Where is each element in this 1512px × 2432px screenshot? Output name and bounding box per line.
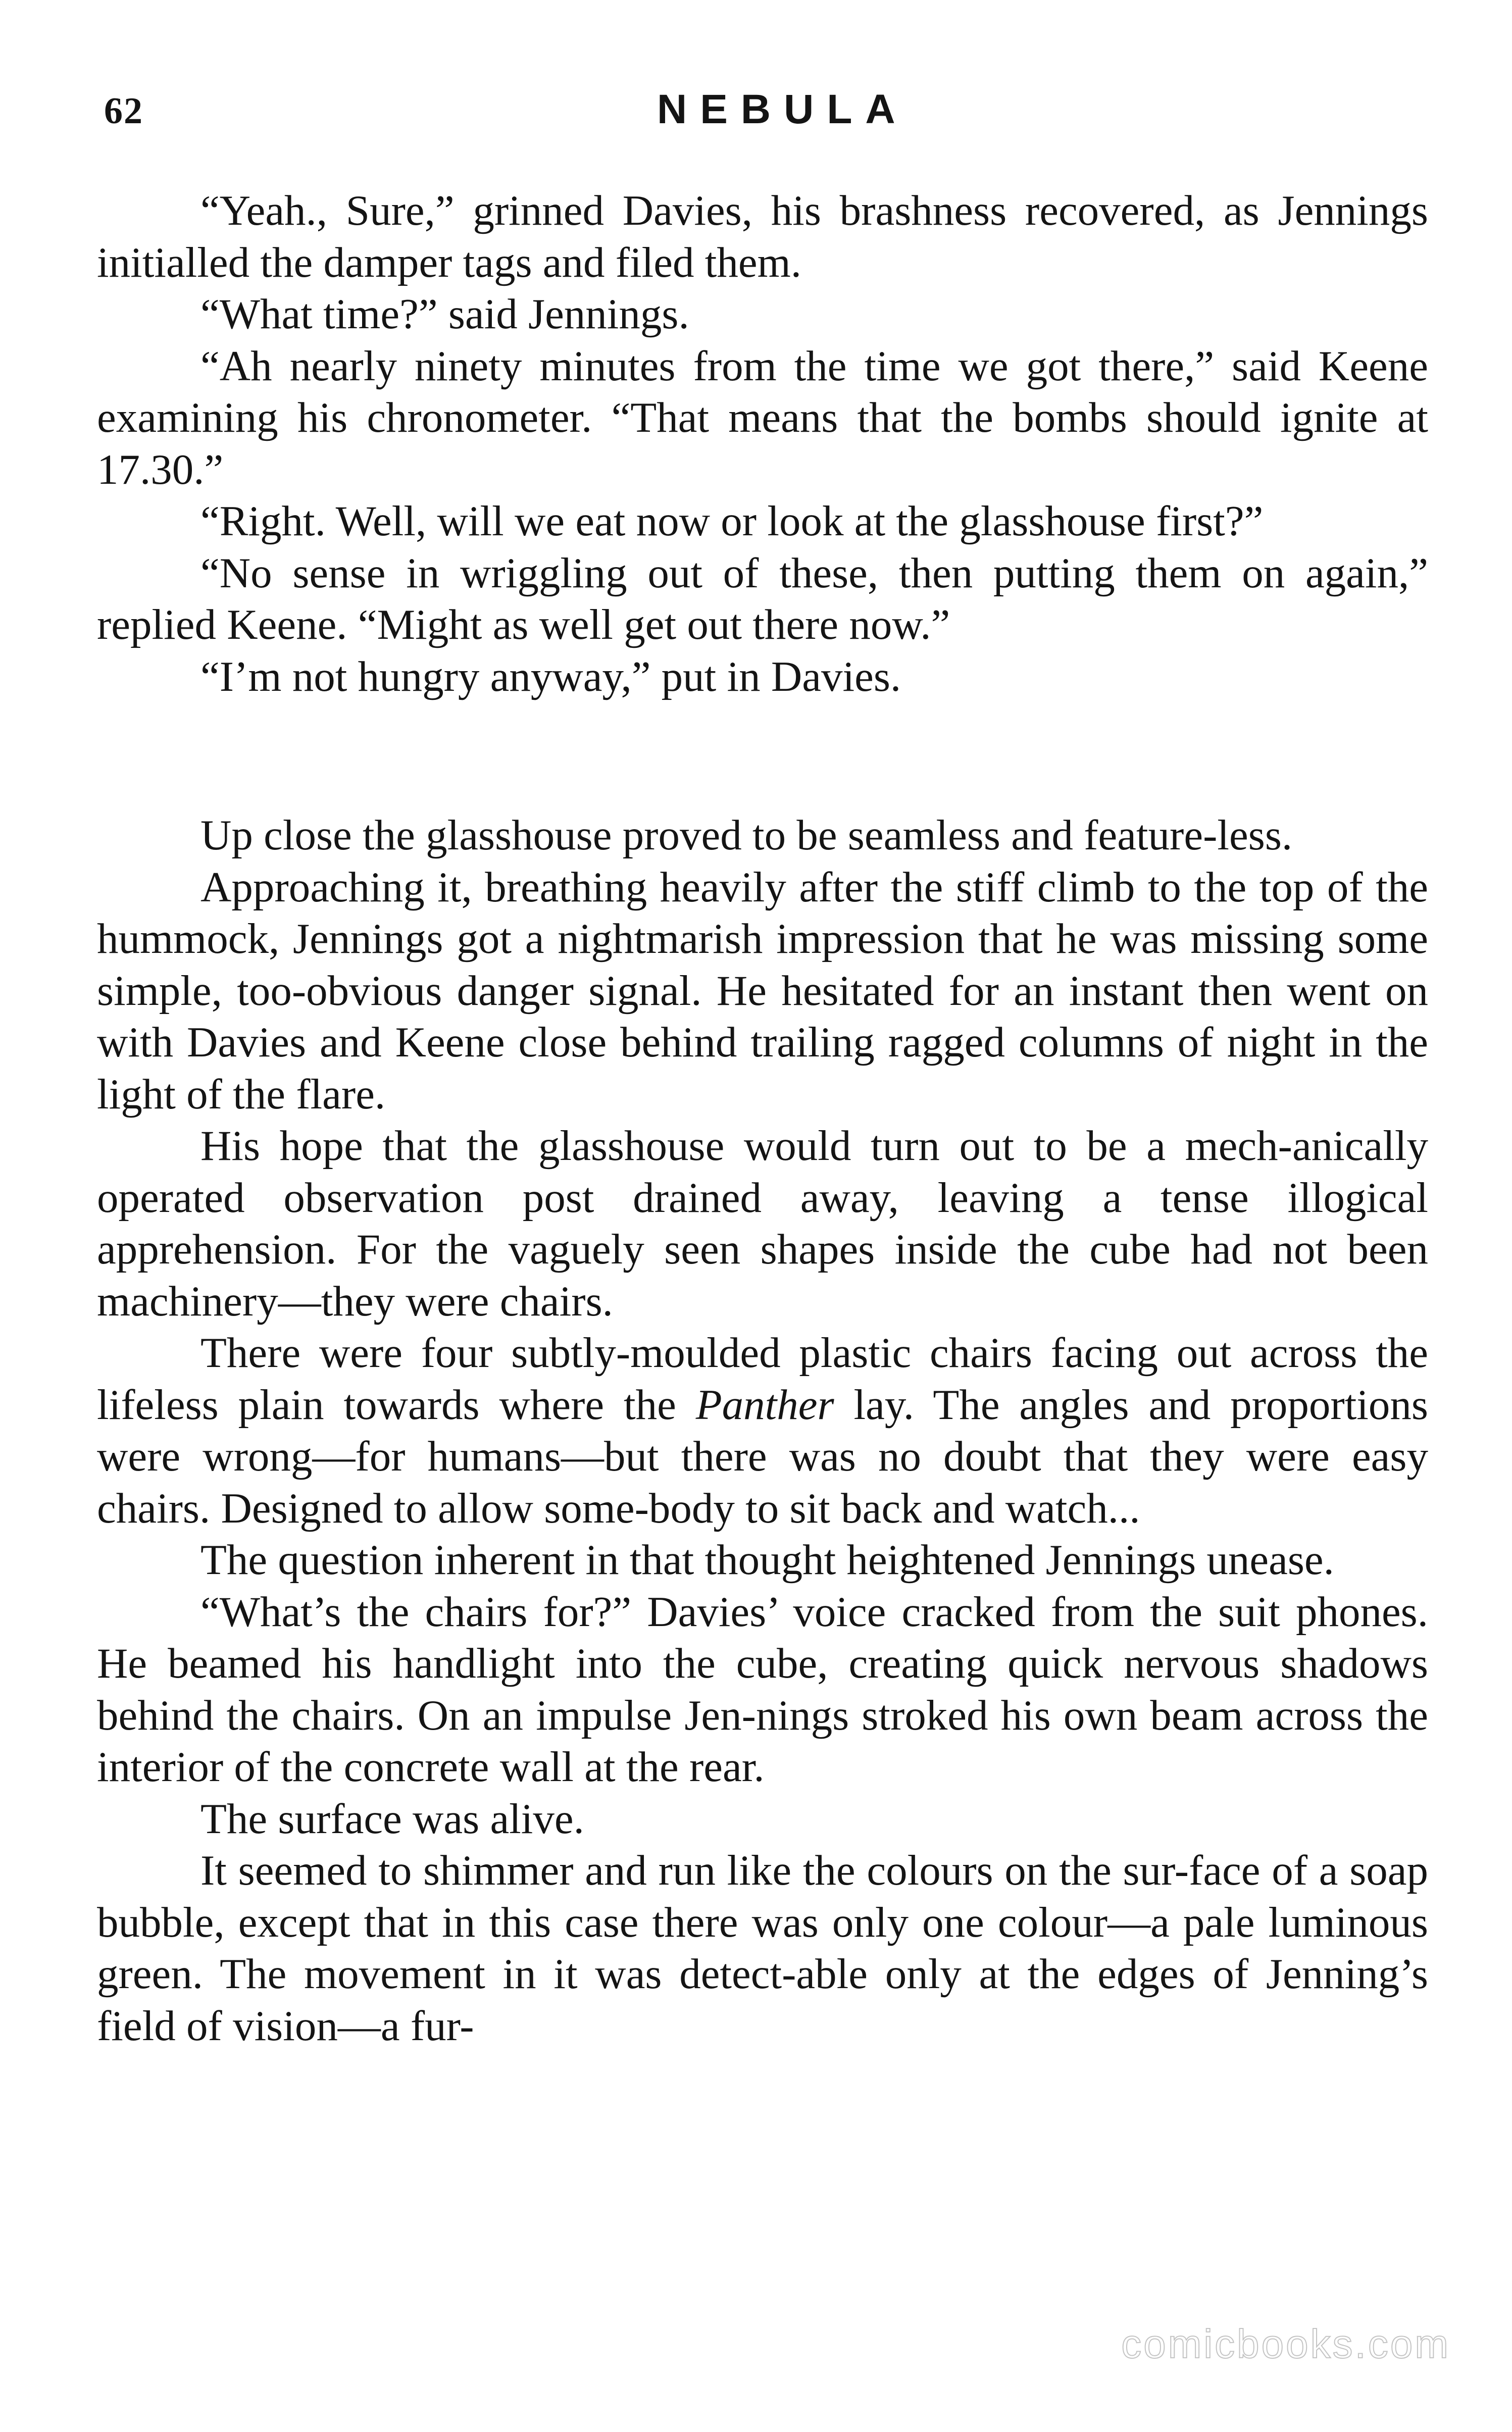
paragraph: Approaching it, breathing heavily after the stiff climb to the top of the hummock, Jennings got a nightmarish impression that he was missing some simple, too-obvious danger signal. He hesitated for an instant then went on with Davies and Keene close behind trailing ragged columns of night in the light of the flare. bbox=[97, 863, 1428, 1118]
paragraph: “What time?” said Jennings. bbox=[200, 290, 689, 338]
paragraph: “No sense in wriggling out of these, then putting them on again,” replied Keene. “Might as well get out there now.” bbox=[97, 549, 1428, 648]
paragraph: “Yeah., Sure,” grinned Davies, his brashness recovered, as Jennings initialled the damper tags and filed them. bbox=[97, 187, 1428, 286]
paragraph: It seemed to shimmer and run like the colours on the sur-face of a soap bubble, except that in this case there was only one colour—a pale luminous green. The movement in it was detect-able only at the edges of Jenning’s field of vision—a fur- bbox=[97, 1847, 1428, 2050]
paragraph: “Ah nearly ninety minutes from the time we got there,” said Keene examining his chronometer. “That means that the bombs should ignite at 17.30.” bbox=[97, 342, 1428, 493]
page-number: 62 bbox=[104, 90, 143, 132]
paragraph: “Right. Well, will we eat now or look at the glasshouse first?” bbox=[200, 497, 1264, 545]
text-run: There were four subtly-moulded plastic chairs facing out across the lifeless plain towards where the bbox=[97, 1329, 1428, 1429]
paragraph: “I’m not hungry anyway,” put in Davies. bbox=[200, 652, 901, 700]
paragraph: The surface was alive. bbox=[200, 1795, 584, 1843]
ship-name: Panther bbox=[695, 1381, 834, 1429]
body-text bbox=[97, 185, 1428, 2052]
text-run: lay. The angles and proportions were wrong—for humans—but there was no doubt that they were easy chairs. Designed to allow some-body to sit back and watch... bbox=[97, 1381, 1428, 1532]
paragraph: The question inherent in that thought heightened Jennings unease. bbox=[200, 1536, 1334, 1584]
running-title: NEBULA bbox=[657, 86, 909, 132]
paragraph: “What’s the chairs for?” Davies’ voice cracked from the suit phones. He beamed his handlight into the cube, creating quick nervous shadows behind the chairs. On an impulse Jen-nings stroked his own beam across the interior of the concrete wall at the rear. bbox=[97, 1588, 1428, 1791]
paragraph bbox=[97, 1327, 1428, 1534]
paragraph: Up close the glasshouse proved to be seamless and feature-less. bbox=[200, 812, 1293, 859]
watermark-logo: comicbooks.com bbox=[1121, 2321, 1450, 2366]
page-header bbox=[104, 81, 1463, 141]
paragraph: His hope that the glasshouse would turn out to be a mech-anically operated observation post drained away, leaving a tense illogical apprehension. For the vaguely seen shapes inside the cube had not been machinery—they were chairs. bbox=[97, 1122, 1428, 1325]
section-break bbox=[97, 702, 1428, 809]
